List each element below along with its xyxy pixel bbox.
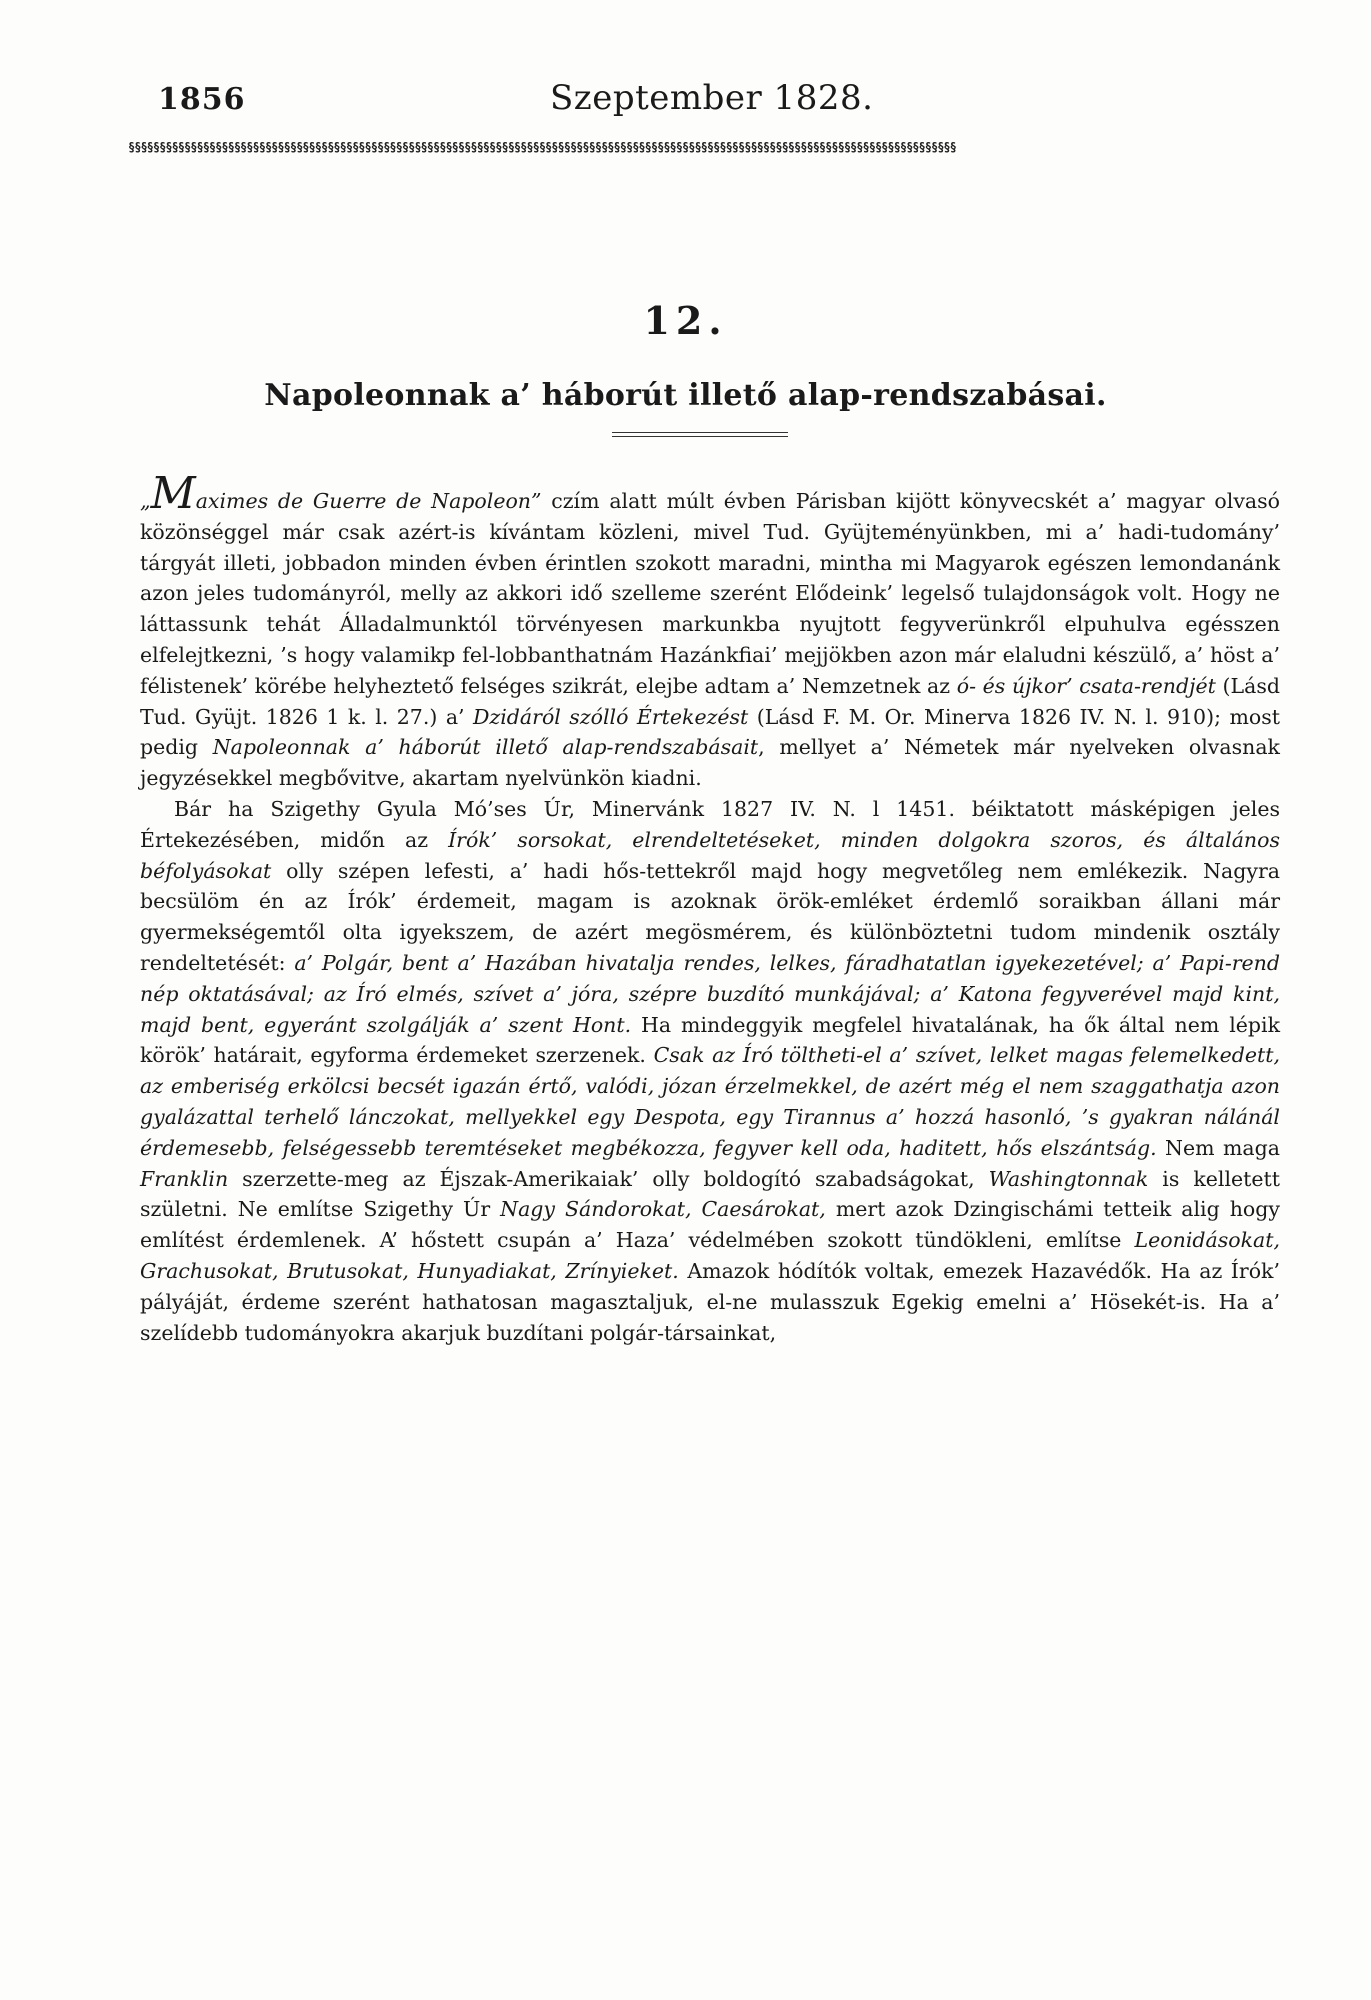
- text-run: olly szépen lefesti, a’ hadi hős-tettekről majd hogy megvetőleg nem emlékezik. Nagyra becsülöm én az Írók’ érdemeit, magam is azoknak örök-emléket érdemlő soraikban állani már gyermekségemtől olta igyekszem, de azért megösmérem, és különböztetni tudom mindenik osztály rendeltetését:: [140, 858, 1280, 975]
- paragraph-2: [140, 794, 1280, 1348]
- paragraph-1: [140, 468, 1280, 794]
- article-body: [140, 468, 1281, 1348]
- text-run: is kelletett születni. Ne említse Szigethy Úr: [140, 1166, 1280, 1222]
- italic-run: Leonidásokat, Grachusokat, Brutusokat, Hunyadiakat, Zrínyieket.: [140, 1228, 1280, 1283]
- italic-run: Írók’ sorsokat, elrendeltetéseket, minden dolgokra szoros, és általános béfolyásokat: [140, 827, 1280, 883]
- text-run: Amazok hódítók voltak, emezek Hazavédők. Ha az Írók’ pályáját, érdeme szerént hathatosan magasztaljuk, el-ne mulasszuk Egekig emelni a’ Hösekét-is. Ha a’ szelídebb tudományokra akarjuk buzdítani polgár-társainkat,: [140, 1258, 1280, 1345]
- italic-run: Napoleonnak a’ háborút illető alap-rendszabásait: [212, 735, 759, 760]
- text-run: (Lásd Tud. Gyüjt. 1826 1 k. l. 27.) a’: [140, 673, 1280, 729]
- italic-run: Nagy Sándorokat, Caesárokat,: [500, 1197, 826, 1222]
- italic-run: Dzidáról szólló Értekezést: [473, 704, 749, 729]
- text-run: czím alatt múlt évben Párisban kijött könyvecskét a’ magyar olvasó közönséggel már csak azért-is kívántam közleni, mivel Tud. Gyüjteményünkben, mi a’ hadi-tudomány’ tárgyát illeti, jobbadon minden évben érintlen szokott maradni, mintha mi Magyarok egészen lemondanánk azon jeles tudományról, melly az akkori idő szelleme szerént Elődeink’ legelső tulajdonságok volt. Hogy ne láttassunk tehát Álladalmunktól törvényesen markunkba nyujtott fegyverünkről elpuhulva egésszen elfelejtkezni, ’s hogy valamikp fel-lobbanthatnám Hazánkfiai’ mejjökben azon már elaludni készülő, a’ höst a’ félistenek’ körébe helyheztető felséges szikrát, elejbe adtam a’ Nemzetnek az: [140, 489, 1280, 698]
- article-number: 12.: [643, 298, 728, 343]
- drop-initial: M: [150, 468, 196, 519]
- ornamental-rule: §§§§§§§§§§§§§§§§§§§§§§§§§§§§§§§§§§§§§§§§§§§§§§§§§§§§§§§§§§§§§§§§§§§§§§§§§§§§§§§§§§§§§§§§§§§§§§§§§§§§§§§§§§§§§§§§§§§§§§§§§§§§§§§§§§§§§: [128, 140, 956, 154]
- title-underline: [612, 432, 788, 437]
- text-run: Bár ha Szigethy Gyula Mó’ses Úr, Minervánk 1827 IV. N. l 1451. béiktatott másképigen jeles Értekezésében, midőn az: [140, 796, 1280, 852]
- open-quote: „: [140, 489, 151, 513]
- running-header: Szeptember 1828.: [550, 78, 874, 118]
- text-run: , mellyet a’ Németek már nyelveken olvasnak jegyzésekkel megbővitve, akartam nyelvünkön kiadni.: [140, 735, 1280, 791]
- text-run: mert azok Dzingischámi tetteik alig hogy említést érdemlenek. A’ hőstett csupán a’ Haza’ védelmében szokott tündökleni, említse: [140, 1197, 1280, 1253]
- article-title: Napoleonnak a’ háborút illető alap-rendszabásai.: [264, 378, 1107, 413]
- text-run: szerzette-meg az Éjszak-Amerikaiak’ olly boldogító szabadságokat,: [228, 1166, 989, 1191]
- text-run: Nem maga: [1156, 1135, 1280, 1160]
- text-run: (Lásd F. M. Or. Minerva 1826 IV. N. l. 910); most pedig: [140, 704, 1280, 760]
- book-title: aximes de Guerre de Napoleon”: [195, 489, 542, 513]
- italic-run: ó- és újkor’ csata-rendjét: [956, 673, 1216, 698]
- italic-run: Csak az Író töltheti-el a’ szívet, lelket magas felemelkedett, az emberiség erkölcsi becsét igazán értő, valódi, józan érzelmekkel, de azért még el nem szaggathatja azon gyalázattal terhelő lánczokat, mellyekkel egy Despota, egy Tirannus a’ hozzá hasonló, ’s gyakran nálánál érdemesebb, felségessebb teremtéseket megbékozza, fegyver kell oda, haditett, hős elszántság.: [140, 1043, 1280, 1160]
- page-number: 1856: [158, 82, 246, 117]
- italic-run: Washingtonnak: [988, 1166, 1149, 1191]
- italic-run: a’ Polgár, bent a’ Hazában hivatalja rendes, lelkes, fáradhatatlan igyekezetével; a’ Papi-rend nép oktatásával; az Író elmés, szívet a’ jóra, szépre buzdító munkájával; a’ Katona fegyverével majd kint, majd bent, egyeránt szolgálják a’ szent Hont.: [140, 950, 1281, 1037]
- italic-run: Franklin: [140, 1166, 229, 1191]
- text-run: Ha mindeggyik megfelel hivatalának, ha ők által nem lépik körök’ határait, egyforma érdemeket szerzenek.: [140, 1012, 1281, 1068]
